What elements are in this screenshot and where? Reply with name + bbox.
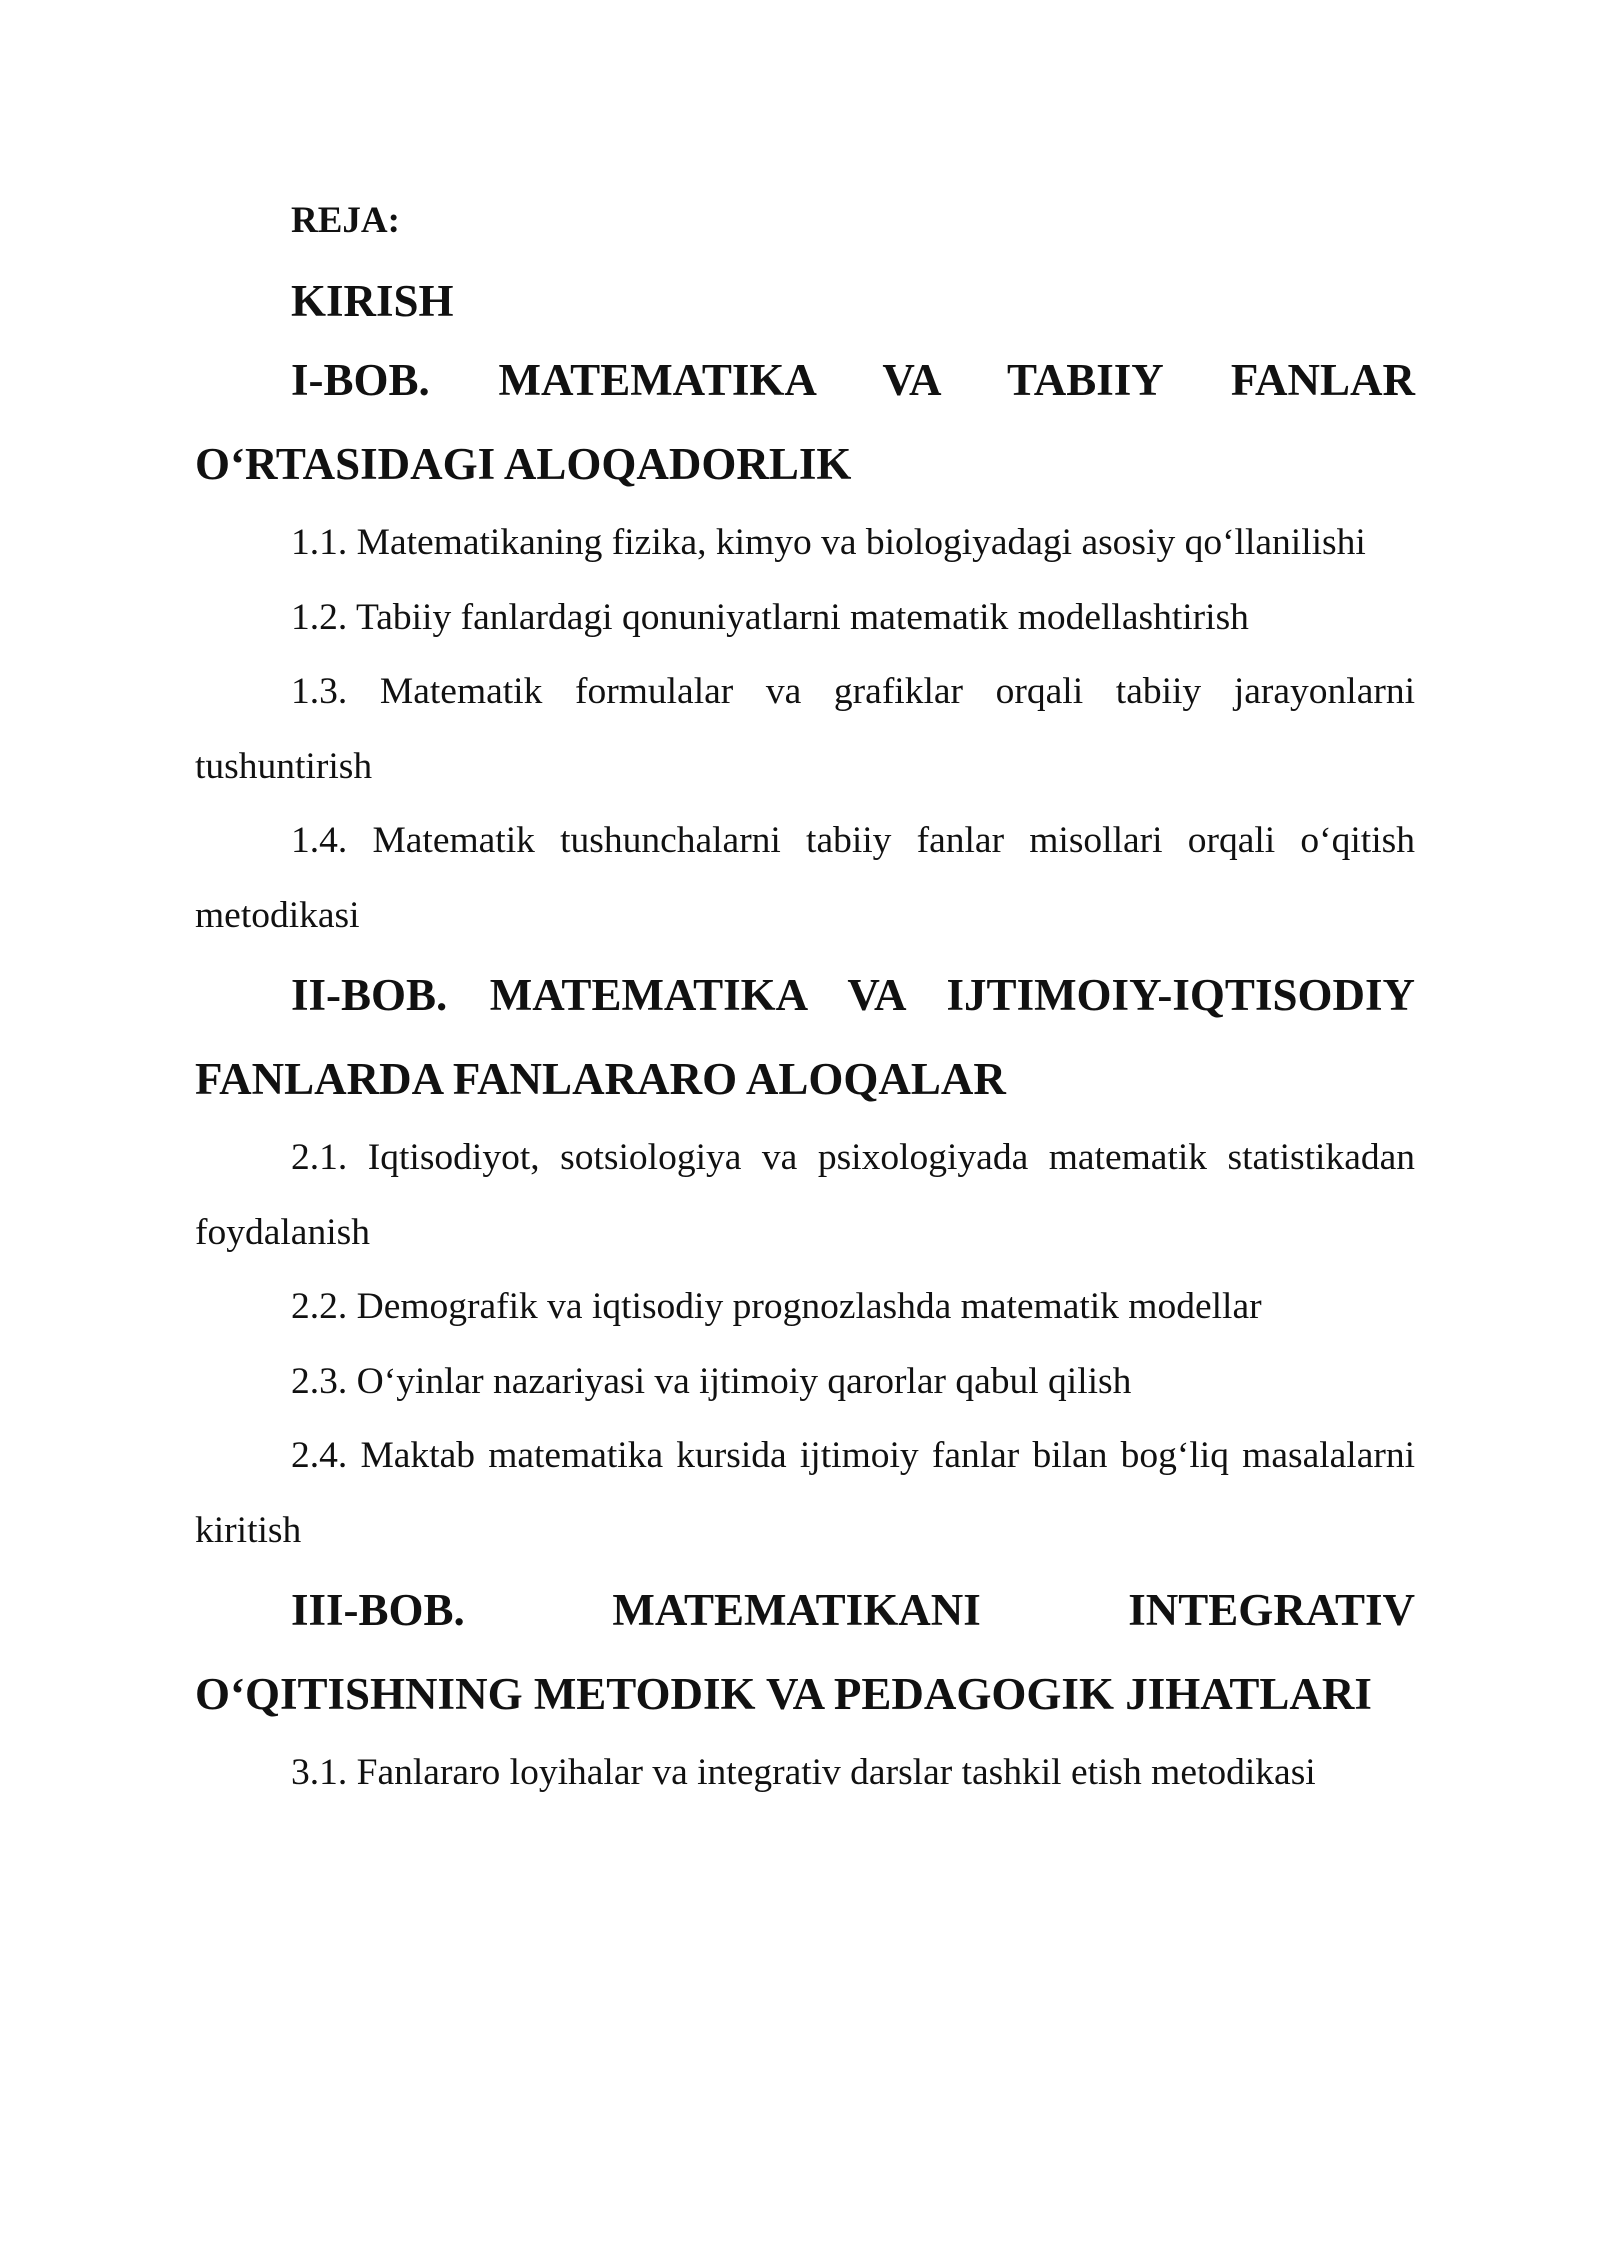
section-3-1: 3.1. Fanlararo loyihalar va integrativ darslar tashkil etish metodikasi	[291, 1752, 1316, 1793]
section-1-3: 1.3. Matematik formulalar va grafiklar orqali tabiiy jarayonlarni tushuntirish	[195, 671, 1415, 787]
chapter-1-heading: I-BOB. MATEMATIKA VA TABIIY FANLAR O‘RTASIDAGI ALOQADORLIK	[195, 355, 1415, 489]
section-2-1: 2.1. Iqtisodiyot, sotsiologiya va psixologiyada matematik statistikadan foydalanish	[195, 1137, 1415, 1253]
section-2-3: 2.3. O‘yinlar nazariyasi va ijtimoiy qarorlar qabul qilish	[291, 1360, 1132, 1402]
introduction-heading: KIRISH	[291, 276, 454, 326]
section-1-4: 1.4. Matematik tushunchalarni tabiiy fanlar misollari orqali o‘qitish metodikasi	[195, 820, 1415, 936]
section-2-4: 2.4. Maktab matematika kursida ijtimoiy fanlar bilan bog‘liq masalalarni kiritish	[195, 1435, 1415, 1551]
section-1-2: 1.2. Tabiiy fanlardagi qonuniyatlarni matematik modellashtirish	[291, 596, 1249, 638]
plan-title: REJA:	[291, 200, 400, 241]
chapter-3-heading: III-BOB. MATEMATIKANI INTEGRATIV O‘QITISHNING METODIK VA PEDAGOGIK JIHATLARI	[195, 1585, 1415, 1719]
section-1-1: 1.1. Matematikaning fizika, kimyo va biologiyadagi asosiy qo‘llanilishi	[291, 522, 1366, 563]
section-2-2: 2.2. Demografik va iqtisodiy prognozlashda matematik modellar	[291, 1286, 1262, 1327]
document-page	[195, 190, 1415, 1811]
chapter-2-heading: II-BOB. MATEMATIKA VA IJTIMOIY-IQTISODIY FANLARDA FANLARARO ALOQALAR	[195, 970, 1415, 1104]
